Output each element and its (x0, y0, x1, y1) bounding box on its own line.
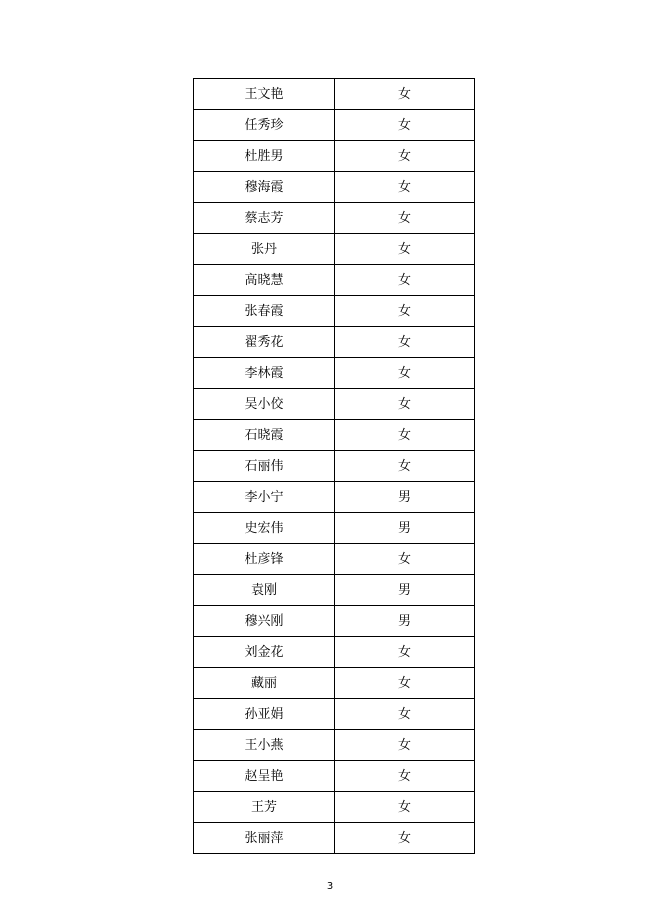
name-cell: 藏丽 (194, 668, 335, 699)
table-row (194, 823, 475, 854)
table-row (194, 730, 475, 761)
table-row (194, 234, 475, 265)
gender-cell: 女 (335, 420, 475, 451)
name-cell: 高晓慧 (194, 265, 335, 296)
name-cell: 穆海霞 (194, 172, 335, 203)
gender-cell: 女 (335, 761, 475, 792)
name-cell: 张春霞 (194, 296, 335, 327)
name-cell: 张丹 (194, 234, 335, 265)
table-row (194, 420, 475, 451)
name-cell: 史宏伟 (194, 513, 335, 544)
name-cell: 张丽萍 (194, 823, 335, 854)
name-cell: 吴小佼 (194, 389, 335, 420)
gender-cell: 女 (335, 296, 475, 327)
table-row (194, 141, 475, 172)
table-row (194, 513, 475, 544)
gender-cell: 男 (335, 575, 475, 606)
table-row (194, 668, 475, 699)
name-cell: 刘金花 (194, 637, 335, 668)
gender-cell: 女 (335, 265, 475, 296)
name-cell: 王小燕 (194, 730, 335, 761)
gender-cell: 女 (335, 358, 475, 389)
table-row (194, 761, 475, 792)
table-row (194, 792, 475, 823)
name-cell: 孙亚娟 (194, 699, 335, 730)
table-row (194, 451, 475, 482)
name-cell: 杜胜男 (194, 141, 335, 172)
table-row (194, 79, 475, 110)
name-cell: 王文艳 (194, 79, 335, 110)
table-row (194, 358, 475, 389)
gender-cell: 女 (335, 327, 475, 358)
gender-cell: 女 (335, 172, 475, 203)
name-cell: 李林霞 (194, 358, 335, 389)
gender-cell: 女 (335, 234, 475, 265)
name-cell: 任秀珍 (194, 110, 335, 141)
name-cell: 石丽伟 (194, 451, 335, 482)
gender-cell: 男 (335, 513, 475, 544)
table-row (194, 482, 475, 513)
name-cell: 杜彦锋 (194, 544, 335, 575)
gender-cell: 女 (335, 389, 475, 420)
name-cell: 赵呈艳 (194, 761, 335, 792)
name-cell: 石晓霞 (194, 420, 335, 451)
roster-table (193, 78, 475, 854)
table-row (194, 637, 475, 668)
table-row (194, 389, 475, 420)
table-row (194, 544, 475, 575)
gender-cell: 女 (335, 637, 475, 668)
table-row (194, 172, 475, 203)
table-row (194, 203, 475, 234)
gender-cell: 女 (335, 203, 475, 234)
gender-cell: 女 (335, 792, 475, 823)
gender-cell: 女 (335, 110, 475, 141)
gender-cell: 女 (335, 668, 475, 699)
table-row (194, 575, 475, 606)
gender-cell: 女 (335, 730, 475, 761)
gender-cell: 女 (335, 451, 475, 482)
table-row (194, 265, 475, 296)
gender-cell: 女 (335, 823, 475, 854)
table-row (194, 327, 475, 358)
table-row (194, 606, 475, 637)
table-row (194, 110, 475, 141)
page-number: 3 (326, 881, 334, 892)
gender-cell: 女 (335, 79, 475, 110)
gender-cell: 女 (335, 699, 475, 730)
name-cell: 袁刚 (194, 575, 335, 606)
gender-cell: 女 (335, 544, 475, 575)
gender-cell: 男 (335, 482, 475, 513)
name-cell: 翟秀花 (194, 327, 335, 358)
gender-cell: 男 (335, 606, 475, 637)
name-cell: 王芳 (194, 792, 335, 823)
gender-cell: 女 (335, 141, 475, 172)
name-cell: 李小宁 (194, 482, 335, 513)
roster-table-body (194, 79, 475, 854)
table-row (194, 699, 475, 730)
name-cell: 蔡志芳 (194, 203, 335, 234)
name-cell: 穆兴刚 (194, 606, 335, 637)
table-row (194, 296, 475, 327)
